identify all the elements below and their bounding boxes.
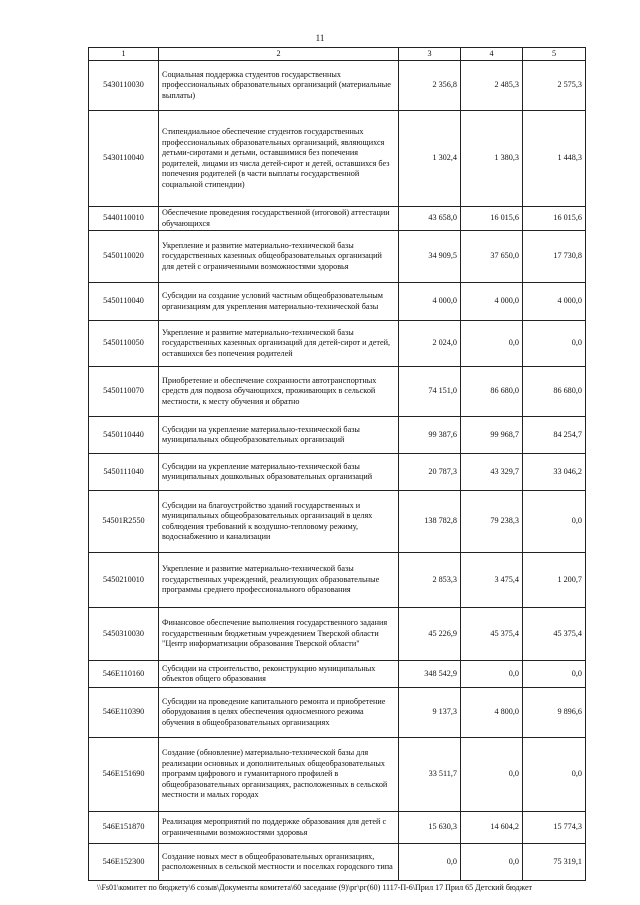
value-cell-year2: 0,0 bbox=[461, 321, 523, 367]
value-cell-year2: 0,0 bbox=[461, 661, 523, 688]
table-row bbox=[89, 111, 586, 207]
value-cell-year2: 2 485,3 bbox=[461, 61, 523, 111]
value-cell-year3: 0,0 bbox=[523, 661, 586, 688]
value-cell-year1: 99 387,6 bbox=[399, 417, 461, 454]
code-cell: 5450110040 bbox=[89, 283, 159, 321]
table-row bbox=[89, 417, 586, 454]
table-row bbox=[89, 491, 586, 553]
budget-table bbox=[88, 47, 586, 881]
description-cell: Укрепление и развитие материально-технической базы государственных учреждений, реализующих образовательные программы среднего профессионального образования bbox=[159, 553, 399, 608]
table-row bbox=[89, 844, 586, 881]
table-row bbox=[89, 367, 586, 417]
value-cell-year1: 2 024,0 bbox=[399, 321, 461, 367]
code-cell: 546E110160 bbox=[89, 661, 159, 688]
table-row bbox=[89, 321, 586, 367]
table-row bbox=[89, 553, 586, 608]
code-cell: 5450110050 bbox=[89, 321, 159, 367]
description-cell: Социальная поддержка студентов государственных профессиональных образовательных организаций (материальные выплаты) bbox=[159, 61, 399, 111]
value-cell-year1: 0,0 bbox=[399, 844, 461, 881]
value-cell-year3: 45 375,4 bbox=[523, 608, 586, 661]
table-row bbox=[89, 283, 586, 321]
header-cell: 4 bbox=[461, 48, 523, 61]
description-cell: Создание новых мест в общеобразовательных организациях, расположенных в сельской местности и поселках городского типа bbox=[159, 844, 399, 881]
description-cell: Субсидии на строительство, реконструкцию муниципальных объектов общего образования bbox=[159, 661, 399, 688]
code-cell: 5450210010 bbox=[89, 553, 159, 608]
description-cell: Субсидии на проведение капитального ремонта и приобретение оборудования в целях обеспечения односменного режима обучения в общеобразовательных организациях bbox=[159, 688, 399, 738]
value-cell-year1: 15 630,3 bbox=[399, 812, 461, 844]
value-cell-year2: 4 000,0 bbox=[461, 283, 523, 321]
code-cell: 54501R2550 bbox=[89, 491, 159, 553]
value-cell-year1: 74 151,0 bbox=[399, 367, 461, 417]
page-number: 11 bbox=[315, 33, 325, 43]
value-cell-year3: 2 575,3 bbox=[523, 61, 586, 111]
value-cell-year3: 0,0 bbox=[523, 738, 586, 812]
table-row bbox=[89, 812, 586, 844]
table-row bbox=[89, 61, 586, 111]
table-row bbox=[89, 231, 586, 283]
value-cell-year2: 86 680,0 bbox=[461, 367, 523, 417]
value-cell-year2: 16 015,6 bbox=[461, 207, 523, 231]
value-cell-year3: 0,0 bbox=[523, 321, 586, 367]
value-cell-year1: 1 302,4 bbox=[399, 111, 461, 207]
value-cell-year3: 84 254,7 bbox=[523, 417, 586, 454]
code-cell: 546E151690 bbox=[89, 738, 159, 812]
description-cell: Приобретение и обеспечение сохранности автотранспортных средств для подвоза обучающихся, проживающих в сельской местности, к месту обучения и обратно bbox=[159, 367, 399, 417]
value-cell-year2: 0,0 bbox=[461, 844, 523, 881]
value-cell-year1: 2 356,8 bbox=[399, 61, 461, 111]
description-cell: Стипендиальное обеспечение студентов государственных профессиональных образовательных организаций, являющихся детьми-сиротами и детьми, оставшимися без попечения родителей, лицами из числа детей-сирот и детей, оставшихся без попечения родителей (в части выплаты государственной социальной стипендии) bbox=[159, 111, 399, 207]
header-cell: 3 bbox=[399, 48, 461, 61]
value-cell-year2: 45 375,4 bbox=[461, 608, 523, 661]
description-cell: Субсидии на укрепление материально-технической базы муниципальных общеобразовательных организаций bbox=[159, 417, 399, 454]
value-cell-year3: 1 200,7 bbox=[523, 553, 586, 608]
value-cell-year1: 20 787,3 bbox=[399, 454, 461, 491]
value-cell-year2: 14 604,2 bbox=[461, 812, 523, 844]
value-cell-year3: 0,0 bbox=[523, 491, 586, 553]
value-cell-year2: 79 238,3 bbox=[461, 491, 523, 553]
value-cell-year2: 3 475,4 bbox=[461, 553, 523, 608]
table-row bbox=[89, 207, 586, 231]
description-cell: Обеспечение проведения государственной (итоговой) аттестации обучающихся bbox=[159, 207, 399, 231]
code-cell: 546E110390 bbox=[89, 688, 159, 738]
value-cell-year2: 37 650,0 bbox=[461, 231, 523, 283]
file-path-footer: \\Fs01\комитет по бюджету\6 созыв\Документы комитета\60 заседание (9)\рг\рг(60) 1117-П-6\Прил 17 Прил 65 Детский бюджет bbox=[97, 883, 533, 892]
table-row bbox=[89, 688, 586, 738]
description-cell: Создание (обновление) материально-технической базы для реализации основных и дополнительных общеобразовательных программ цифрового и гуманитарного профилей в общеобразовательных организациях, расположенных в сельской местности и малых городах bbox=[159, 738, 399, 812]
code-cell: 546E152300 bbox=[89, 844, 159, 881]
value-cell-year1: 43 658,0 bbox=[399, 207, 461, 231]
value-cell-year2: 4 800,0 bbox=[461, 688, 523, 738]
value-cell-year3: 33 046,2 bbox=[523, 454, 586, 491]
value-cell-year1: 348 542,9 bbox=[399, 661, 461, 688]
description-cell: Финансовое обеспечение выполнения государственного задания государственным бюджетным учреждением Тверской области "Центр информатизации образования Тверской области" bbox=[159, 608, 399, 661]
value-cell-year3: 17 730,8 bbox=[523, 231, 586, 283]
header-cell: 1 bbox=[89, 48, 159, 61]
value-cell-year3: 1 448,3 bbox=[523, 111, 586, 207]
value-cell-year3: 4 000,0 bbox=[523, 283, 586, 321]
value-cell-year2: 99 968,7 bbox=[461, 417, 523, 454]
value-cell-year1: 138 782,8 bbox=[399, 491, 461, 553]
value-cell-year3: 75 319,1 bbox=[523, 844, 586, 881]
value-cell-year3: 16 015,6 bbox=[523, 207, 586, 231]
code-cell: 5450110020 bbox=[89, 231, 159, 283]
description-cell: Субсидии на создание условий частным общеобразовательным организациям для укрепления материально-технической базы bbox=[159, 283, 399, 321]
table-row bbox=[89, 608, 586, 661]
header-row bbox=[89, 48, 586, 61]
value-cell-year1: 4 000,0 bbox=[399, 283, 461, 321]
description-cell: Укрепление и развитие материально-технической базы государственных казенных организаций для детей-сирот и детей, оставшихся без попечения родителей bbox=[159, 321, 399, 367]
header-cell: 5 bbox=[523, 48, 586, 61]
code-cell: 546E151870 bbox=[89, 812, 159, 844]
header-cell: 2 bbox=[159, 48, 399, 61]
code-cell: 5450110440 bbox=[89, 417, 159, 454]
value-cell-year3: 9 896,6 bbox=[523, 688, 586, 738]
value-cell-year1: 9 137,3 bbox=[399, 688, 461, 738]
table-row bbox=[89, 738, 586, 812]
value-cell-year2: 43 329,7 bbox=[461, 454, 523, 491]
value-cell-year3: 15 774,3 bbox=[523, 812, 586, 844]
value-cell-year3: 86 680,0 bbox=[523, 367, 586, 417]
value-cell-year1: 34 909,5 bbox=[399, 231, 461, 283]
code-cell: 5450110070 bbox=[89, 367, 159, 417]
table-row bbox=[89, 454, 586, 491]
value-cell-year1: 2 853,3 bbox=[399, 553, 461, 608]
code-cell: 5430110040 bbox=[89, 111, 159, 207]
description-cell: Реализация мероприятий по поддержке образования для детей с ограниченными возможностями здоровья bbox=[159, 812, 399, 844]
description-cell: Укрепление и развитие материально-технической базы государственных казенных общеобразовательных организаций для детей с ограниченными возможностями здоровья bbox=[159, 231, 399, 283]
code-cell: 5430110030 bbox=[89, 61, 159, 111]
table-row bbox=[89, 661, 586, 688]
value-cell-year2: 0,0 bbox=[461, 738, 523, 812]
code-cell: 5450111040 bbox=[89, 454, 159, 491]
value-cell-year1: 45 226,9 bbox=[399, 608, 461, 661]
description-cell: Субсидии на благоустройство зданий государственных и муниципальных общеобразовательных организаций в целях соблюдения требований к воздушно-тепловому режиму, водоснабжению и канализации bbox=[159, 491, 399, 553]
value-cell-year2: 1 380,3 bbox=[461, 111, 523, 207]
value-cell-year1: 33 511,7 bbox=[399, 738, 461, 812]
description-cell: Субсидии на укрепление материально-технической базы муниципальных дошкольных образовательных организаций bbox=[159, 454, 399, 491]
code-cell: 5450310030 bbox=[89, 608, 159, 661]
code-cell: 5440110010 bbox=[89, 207, 159, 231]
